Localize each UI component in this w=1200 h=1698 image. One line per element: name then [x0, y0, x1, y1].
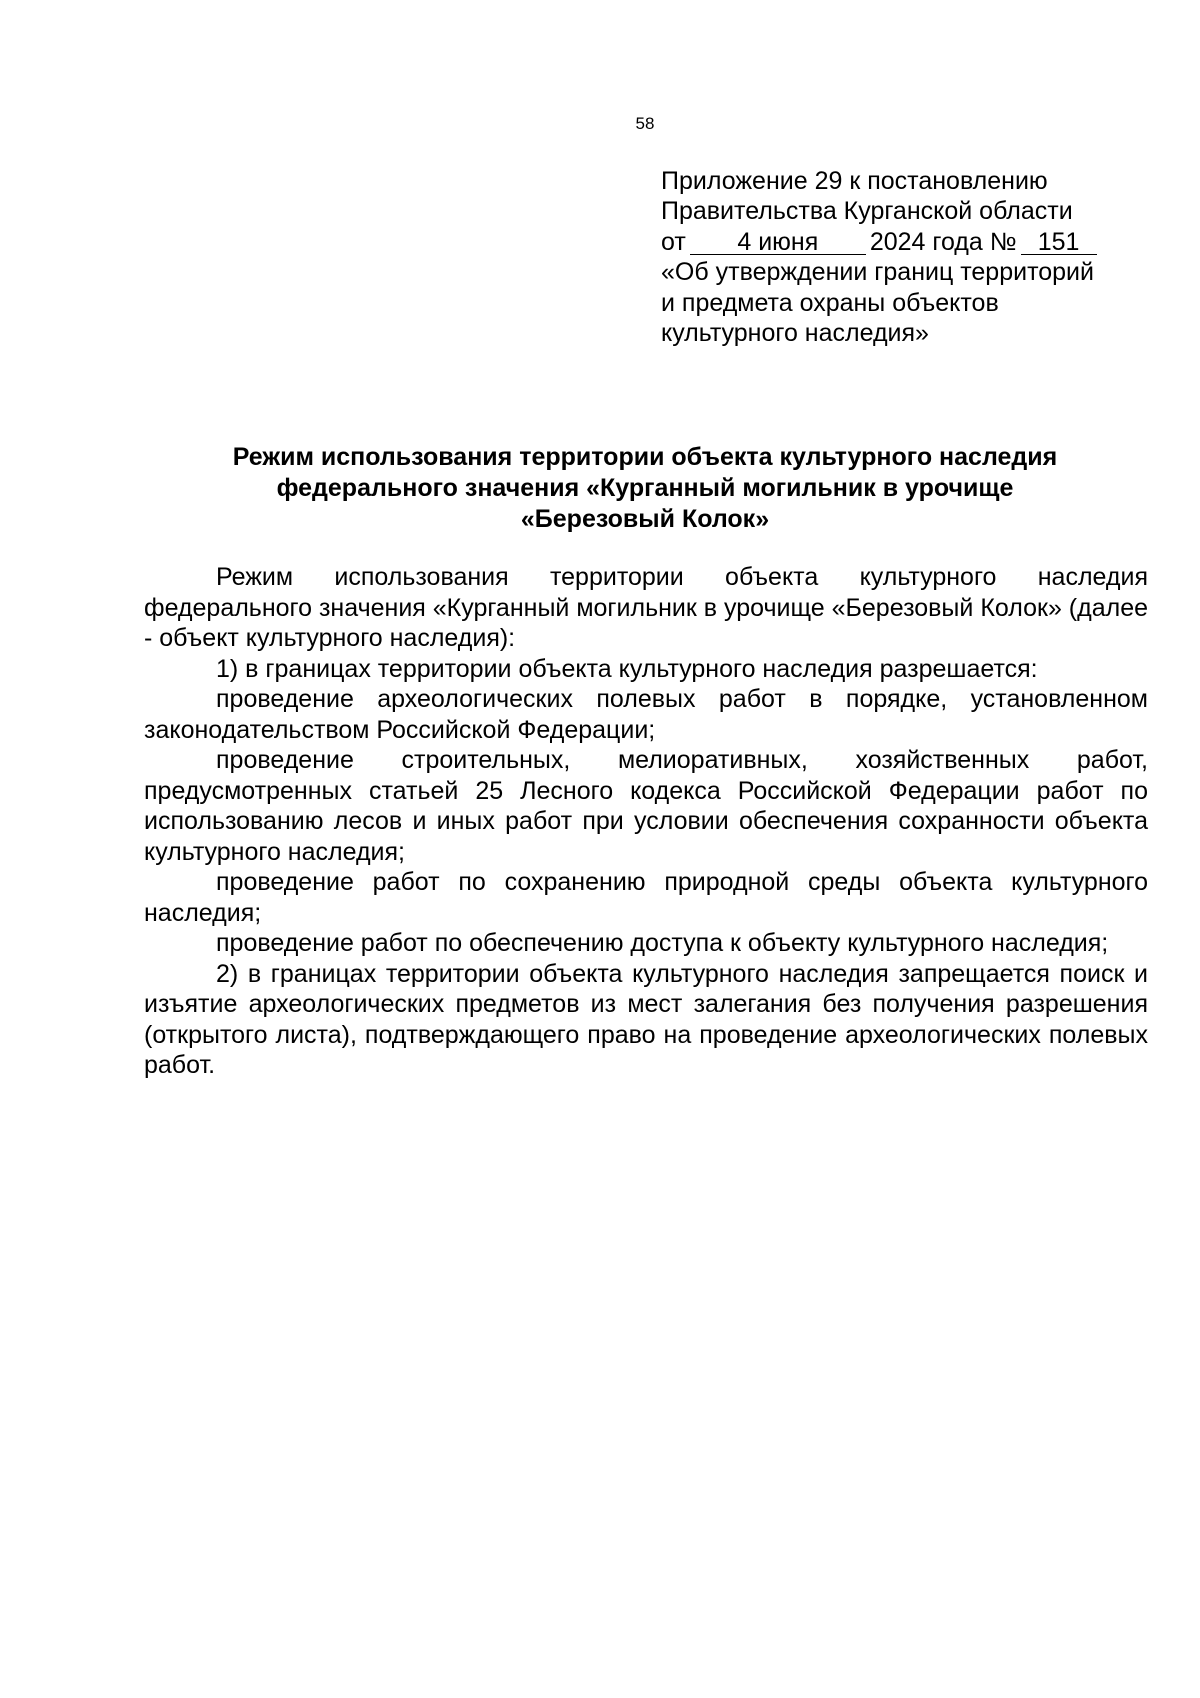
decree-date: 4 июня — [690, 230, 866, 255]
appendix-line-1: Приложение 29 к постановлению — [661, 167, 1048, 195]
decree-number: 151 — [1021, 230, 1097, 255]
title-line-2: федерального значения «Курганный могильник в урочище — [276, 474, 1014, 502]
appendix-line-2: Правительства Курганской области — [661, 197, 1073, 226]
paragraph-permitted-environment: проведение работ по сохранению природной среды объекта культурного наследия; — [144, 868, 1148, 927]
date-prefix: от — [661, 227, 686, 256]
appendix-line-4: «Об утверждении границ территорий — [661, 258, 1094, 287]
paragraph-intro: Режим использования территории объекта культурного наследия федерального значения «Курганный могильник в урочище «Березовый Колок» (далее - объект культурного наследия): — [144, 563, 1149, 652]
paragraph-permitted-archaeology: проведение археологических полевых работ в порядке, установленном законодательством Российской Федерации; — [144, 685, 1148, 744]
appendix-block — [661, 166, 1141, 348]
paragraph-permitted-heading: 1) в границах территории объекта культурного наследия разрешается: — [216, 654, 1038, 683]
paragraph-permitted-construction: проведение строительных, мелиоративных, хозяйственных работ, предусмотренных статьей 25 Лесного кодекса Российской Федерации работ по использованию лесов и иных работ при условии обеспечения сохранности объекта культурного наследия; — [144, 746, 1148, 866]
page-number: 58 — [635, 114, 655, 133]
appendix-line-5: и предмета охраны объектов — [661, 288, 999, 317]
appendix-date-line — [661, 227, 1141, 257]
title-line-1: Режим использования территории объекта культурного наследия — [232, 443, 1058, 471]
title-line-3: «Березовый Колок» — [520, 505, 770, 533]
document-title — [140, 442, 1150, 535]
paragraph-prohibited: 2) в границах территории объекта культурного наследия запрещается поиск и изъятие археологических предметов из мест залегания без получения разрешения (открытого листа), подтверждающего право на проведение археологических полевых работ. — [144, 959, 1148, 1079]
paragraph-permitted-access: проведение работ по обеспечению доступа к объекту культурного наследия; — [216, 929, 1109, 957]
appendix-line-6: культурного наследия» — [661, 319, 929, 348]
decree-year: 2024 года № — [869, 227, 1017, 256]
document-body — [144, 562, 1148, 1081]
